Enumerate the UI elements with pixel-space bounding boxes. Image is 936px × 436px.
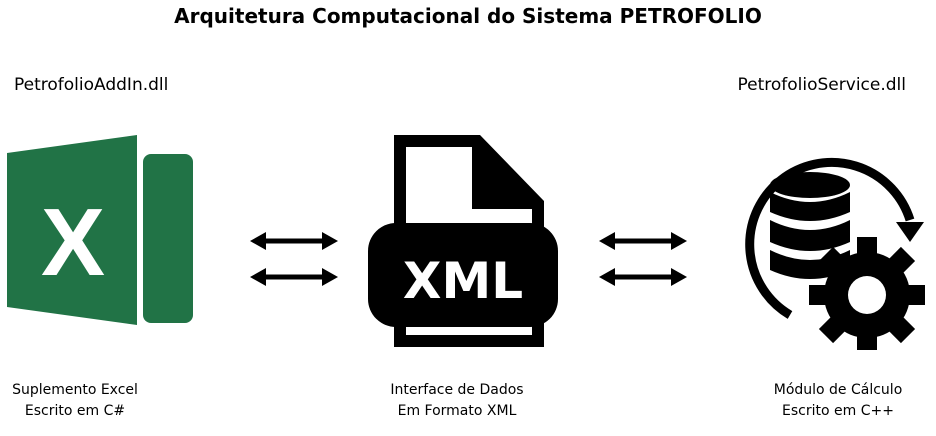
service-dll-label: PetrofolioService.dll	[737, 75, 906, 95]
database-gear-icon	[728, 130, 928, 350]
bidirectional-arrow-right	[599, 229, 687, 293]
bidirectional-arrow-left	[250, 229, 338, 293]
excel-icon	[7, 135, 195, 325]
service-caption	[728, 380, 936, 422]
interface-caption-line1: Interface de Dados	[390, 382, 524, 398]
addin-caption-line2: Escrito em C#	[24, 403, 126, 419]
addin-caption	[0, 380, 185, 422]
xml-file-icon	[368, 135, 558, 347]
interface-caption-line2: Em Formato XML	[397, 403, 517, 419]
addin-caption-line1: Suplemento Excel	[12, 382, 138, 398]
interface-caption	[347, 380, 567, 422]
addin-dll-label: PetrofolioAddIn.dll	[14, 75, 169, 95]
excel-icon-letter: X	[40, 189, 106, 296]
service-caption-line1: Módulo de Cálculo	[773, 382, 903, 398]
gear-icon	[809, 237, 925, 350]
service-caption-line2: Escrito em C++	[782, 403, 894, 419]
xml-icon-label: XML	[402, 252, 524, 310]
diagram-title: Arquitetura Computacional do Sistema PETROFOLIO	[174, 4, 762, 28]
